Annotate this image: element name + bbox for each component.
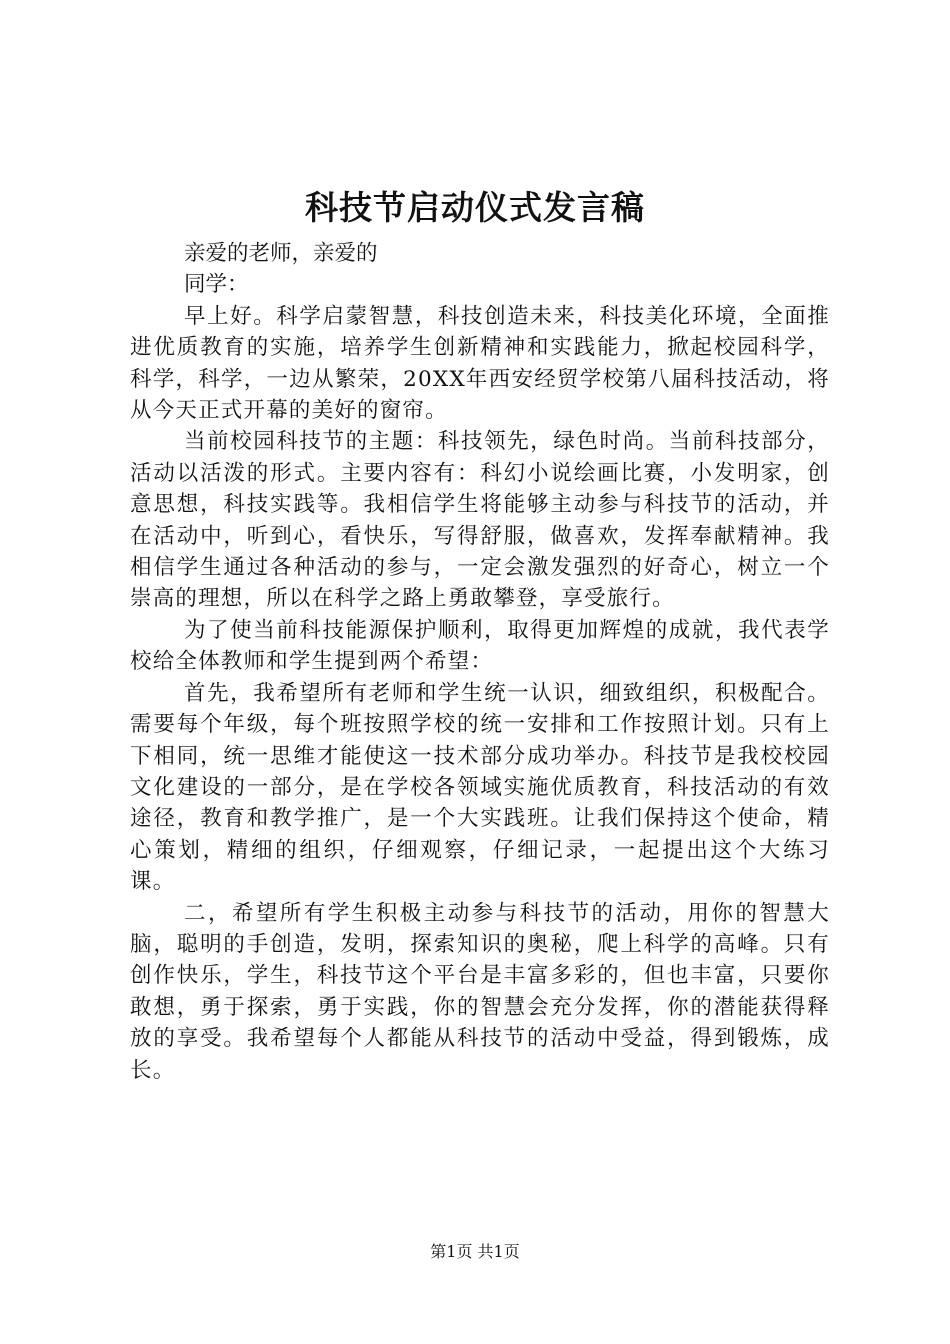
- salutation-line: 亲爱的老师，亲爱的: [184, 241, 378, 266]
- page-footer: 第1页 共1页: [430, 1242, 520, 1261]
- paragraph: 当前校园科技节的主题：科技领先，绿色时尚。当前科技部分，活动以活泼的形式。主要内容有：科幻小说绘画比赛，小发明家，创意思想，科技实践等。我相信学生将能够主动参与科技节的活动，并在活动中，听到心，看快乐，写得舒服，做喜欢，发挥奉献精神。我相信学生通过各种活动的参与，一定会激发强烈的好奇心，树立一个崇高的理想，所以在科学之路上勇敢攀登，享受旅行。: [130, 429, 830, 612]
- paragraph: 早上好。科学启蒙智慧，科技创造未来，科技美化环境，全面推进优质教育的实施，培养学生创新精神和实践能力，掀起校园科学，科学，科学，一边从繁荣，20XX年西安经贸学校第八届科技活动，将从今天正式开幕的美好的窗帘。: [130, 303, 830, 424]
- paragraph: 二，希望所有学生积极主动参与科技节的活动，用你的智慧大脑，聪明的手创造，发明，探索知识的奥秘，爬上科学的高峰。只有创作快乐，学生，科技节这个平台是丰富多彩的，但也丰富，只要你敢想，勇于探索，勇于实践，你的智慧会充分发挥，你的潜能获得释放的享受。我希望每个人都能从科技节的活动中受益，得到锻炼，成长。: [130, 900, 830, 1083]
- document-body: [130, 238, 830, 1086]
- page-title: 科技节启动仪式发言稿: [305, 188, 645, 227]
- paragraph: 为了使当前科技能源保护顺利，取得更加辉煌的成就，我代表学校给全体教师和学生提到两个希望：: [130, 617, 830, 675]
- salutation-line: 同学：: [184, 272, 249, 298]
- paragraph: 首先，我希望所有老师和学生统一认识，细致组织，积极配合。需要每个年级，每个班按照学校的统一安排和工作按照计划。只有上下相同，统一思维才能使这一技术部分成功举办。科技节是我校校园文化建设的一部分，是在学校各领域实施优质教育，科技活动的有效途径，教育和教学推广，是一个大实践班。让我们保持这个使命，精心策划，精细的组织，仔细观察，仔细记录，一起提出这个大练习课。: [130, 680, 830, 895]
